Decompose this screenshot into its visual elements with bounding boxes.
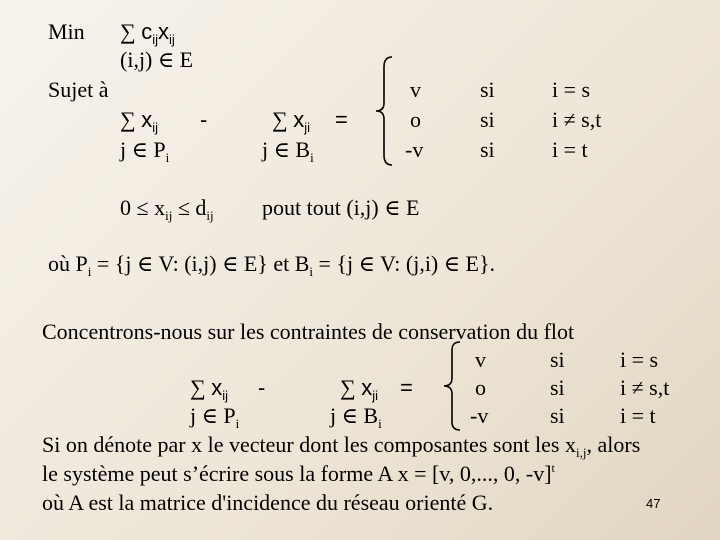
domain-text: j ∈ B [330, 403, 379, 428]
flow-subscript: ij [222, 388, 228, 403]
section-sum-out-domain [190, 404, 239, 431]
sum-symbol: ∑ [340, 375, 356, 400]
sum-symbol: ∑ [120, 107, 136, 132]
section-case-cond-2: i ≠ s,t [620, 375, 670, 400]
case-value-1: v [410, 77, 421, 102]
case-value-3: -v [405, 137, 424, 162]
cases-brace [372, 55, 396, 167]
case-si-2: si [480, 107, 495, 132]
flow-subscript: ji [304, 120, 310, 135]
definition-text: = {j ∈ V: (i,j) ∈ E} et B [91, 251, 310, 276]
page-number: 47 [646, 496, 661, 511]
case-cond-3: i = t [552, 137, 588, 162]
flow-variable: x [293, 107, 305, 132]
section-case-si-3: si [550, 403, 565, 428]
pour-tout-clause: pout tout (i,j) ∈ E [262, 195, 420, 220]
section-case-value-2: o [475, 375, 486, 400]
constraint-sum-out [120, 108, 158, 135]
set-definitions [48, 252, 495, 279]
cost-subscript: ij [152, 32, 158, 47]
transpose-superscript: t [551, 461, 555, 475]
section-case-si-1: si [550, 347, 565, 372]
definition-text: = {j ∈ V: (j,i) ∈ E}. [313, 251, 496, 276]
section-cases-brace [440, 340, 464, 432]
objective-label: Min [48, 19, 85, 44]
section-sum-out [190, 376, 228, 403]
case-value-2: o [410, 107, 421, 132]
section-case-cond-1: i = s [620, 347, 659, 372]
bounds-subscript: ij [165, 208, 173, 223]
flow-variable: x [211, 375, 223, 400]
section-case-value-3: -v [470, 403, 489, 428]
domain-subscript: i [235, 416, 240, 431]
case-cond-2: i ≠ s,t [552, 107, 602, 132]
domain-subscript: i [310, 150, 314, 165]
constraint-label: Sujet à [48, 77, 109, 102]
capacity-bounds [120, 196, 214, 223]
domain-text: j ∈ P [190, 403, 236, 428]
case-si-1: si [480, 77, 495, 102]
body-text: Si on dénote par x le vecteur dont les composantes sont les x [42, 432, 576, 457]
section-case-value-1: v [475, 347, 486, 372]
flow-subscript: ij [168, 32, 175, 47]
system-form-line [42, 462, 555, 489]
bounds-text: ≤ d [172, 195, 207, 220]
bounds-subscript: ij [206, 208, 214, 223]
constraint-sum-in [272, 108, 310, 135]
case-si-3: si [480, 137, 495, 162]
objective-sum [120, 20, 175, 47]
body-subscript: i,j [576, 445, 587, 460]
body-text: le système peut s’écrire sous la forme A x = [v, 0,..., 0, -v] [42, 461, 552, 486]
incidence-matrix-line: où A est la matrice d'incidence du réseau orienté G. [42, 490, 494, 515]
definition-subscript: i [87, 264, 92, 279]
body-text: , alors [586, 432, 641, 457]
section-minus-sign: - [258, 375, 266, 400]
flow-variable: x [157, 19, 169, 44]
vector-definition-line [42, 433, 640, 460]
minus-sign: - [200, 107, 208, 132]
bounds-text: 0 ≤ x [120, 195, 166, 220]
sum-symbol: ∑ [120, 19, 136, 44]
domain-text: j ∈ B [262, 137, 311, 162]
flow-variable: x [141, 107, 153, 132]
definition-subscript: i [309, 264, 314, 279]
section-sum-in-domain [330, 404, 382, 431]
section-sum-in [340, 376, 378, 403]
domain-text: j ∈ P [120, 137, 166, 162]
domain-subscript: i [378, 416, 382, 431]
equals-sign: = [335, 107, 348, 132]
section-case-cond-3: i = t [620, 403, 656, 428]
sum-out-domain [120, 138, 169, 165]
section-heading: Concentrons-nous sur les contraintes de conservation du flot [42, 319, 575, 344]
flow-subscript: ij [152, 120, 158, 135]
flow-subscript: ji [372, 388, 378, 403]
section-case-si-2: si [550, 375, 565, 400]
sum-symbol: ∑ [272, 107, 288, 132]
case-cond-1: i = s [552, 77, 591, 102]
cost-variable: c [141, 19, 153, 44]
objective-domain: (i,j) ∈ E [120, 47, 194, 72]
section-equals-sign: = [400, 375, 413, 400]
definition-text: où P [48, 251, 88, 276]
flow-variable: x [361, 375, 373, 400]
sum-symbol: ∑ [190, 375, 206, 400]
domain-subscript: i [165, 150, 170, 165]
sum-in-domain [262, 138, 314, 165]
